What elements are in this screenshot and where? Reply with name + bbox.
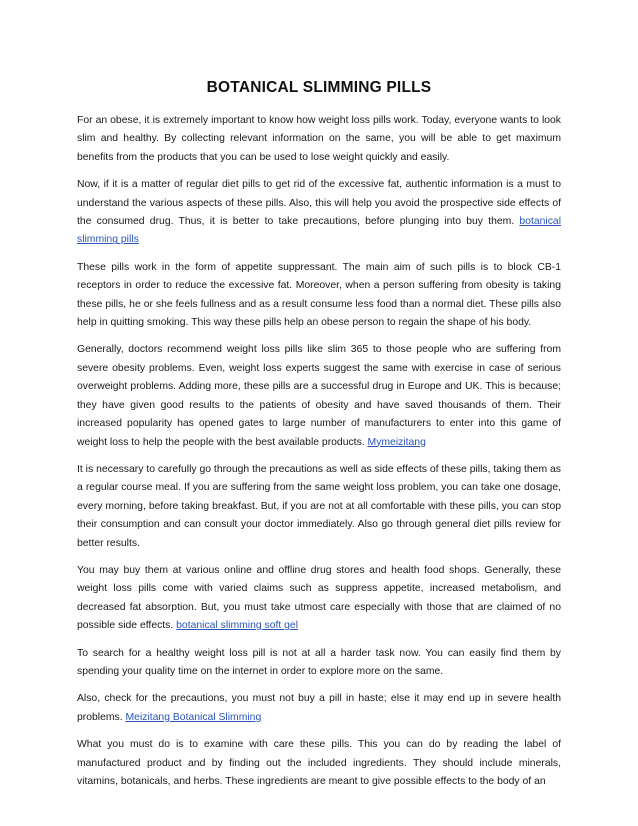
paragraph-3 <box>77 259 561 333</box>
link-mymeizitang[interactable]: Mymeizitang <box>367 436 426 448</box>
paragraph-8 <box>77 690 561 727</box>
paragraph-9 <box>77 736 561 791</box>
paragraph-text: For an obese, it is extremely important to know how weight loss pills work. Today, everyone wants to look slim and healthy. By collecting relevant information on the same, you will be able to get maximum benefits from the products that you can be used to lose weight quickly and easily. <box>77 115 561 163</box>
link-meizitang-botanical-slimming[interactable]: Meizitang Botanical Slimming <box>125 711 262 723</box>
document-title: BOTANICAL SLIMMING PILLS <box>206 79 432 96</box>
paragraph-text: Also, check for the precautions, you must not buy a pill in haste; else it may end up in severe health problems. <box>77 693 561 723</box>
paragraph-text: Generally, doctors recommend weight loss pills like slim 365 to those people who are suffering from severe obesity problems. Even, weight loss experts suggest the same with exercise in case of serious overweight problems. Adding more, these pills are a successful drug in Europe and UK. This is because; they have given good results to the patients of obesity and have saved thousands of them. Their increased popularity has opened gates to large number of manufacturers to enter into this game of weight loss to help the people with the best available products. <box>77 344 561 448</box>
paragraph-2 <box>77 176 561 250</box>
paragraph-text: It is necessary to carefully go through the precautions as well as side effects of these pills, taking them as a regular course meal. If you are suffering from the same weight loss problem, you can take one dosage, every morning, before taking breakfast. But, if you are not at all comfortable with these pills, you can stop their consumption and can consult your doctor immediately. Also go through general diet pills review for better results. <box>77 463 561 549</box>
paragraph-text: Now, if it is a matter of regular diet pills to get rid of the excessive fat, authentic information is a must to understand the various aspects of these pills. Also, this will help you avoid the prospective side effects of the consumed drug. Thus, it is better to take precautions, before plunging into buy them. <box>77 179 561 228</box>
document-body <box>77 78 561 800</box>
paragraph-text: What you must do is to examine with care these pills. This you can do by reading the label of manufactured product and by finding out the included ingredients. They should include minerals, vitamins, botanicals, and herbs. These ingredients are meant to give possible effects to the body of an <box>77 739 561 787</box>
paragraph-1 <box>77 112 561 167</box>
paragraph-text: To search for a healthy weight loss pill is not at all a harder task now. You can easily find them by spending your quality time on the internet in order to explore more on the same. <box>77 647 561 677</box>
link-botanical-slimming-pills[interactable]: botanical slimming pills <box>77 216 561 246</box>
paragraph-text: You may buy them at various online and offline drug stores and health food shops. Generally, these weight loss pills come with varied claims such as suppress appetite, increased metabolism, and decreased fat absorption. But, you must take utmost care especially with those that are claimed of no possible side effects. <box>77 564 561 632</box>
paragraph-7 <box>77 645 561 682</box>
paragraph-text: These pills work in the form of appetite suppressant. The main aim of such pills is to block CB-1 receptors in order to reduce the excessive fat. Moreover, when a person suffering from obesity is taking these pills, he or she feels fullness and as a result consume less food than a normal diet. These pills also help in quitting smoking. This way these pills help an obese person to regain the shape of his body. <box>77 261 561 329</box>
paragraph-5 <box>77 461 561 553</box>
paragraph-6 <box>77 562 561 636</box>
paragraph-4 <box>77 341 561 451</box>
link-botanical-slimming-soft-gel[interactable]: botanical slimming soft gel <box>176 620 299 632</box>
